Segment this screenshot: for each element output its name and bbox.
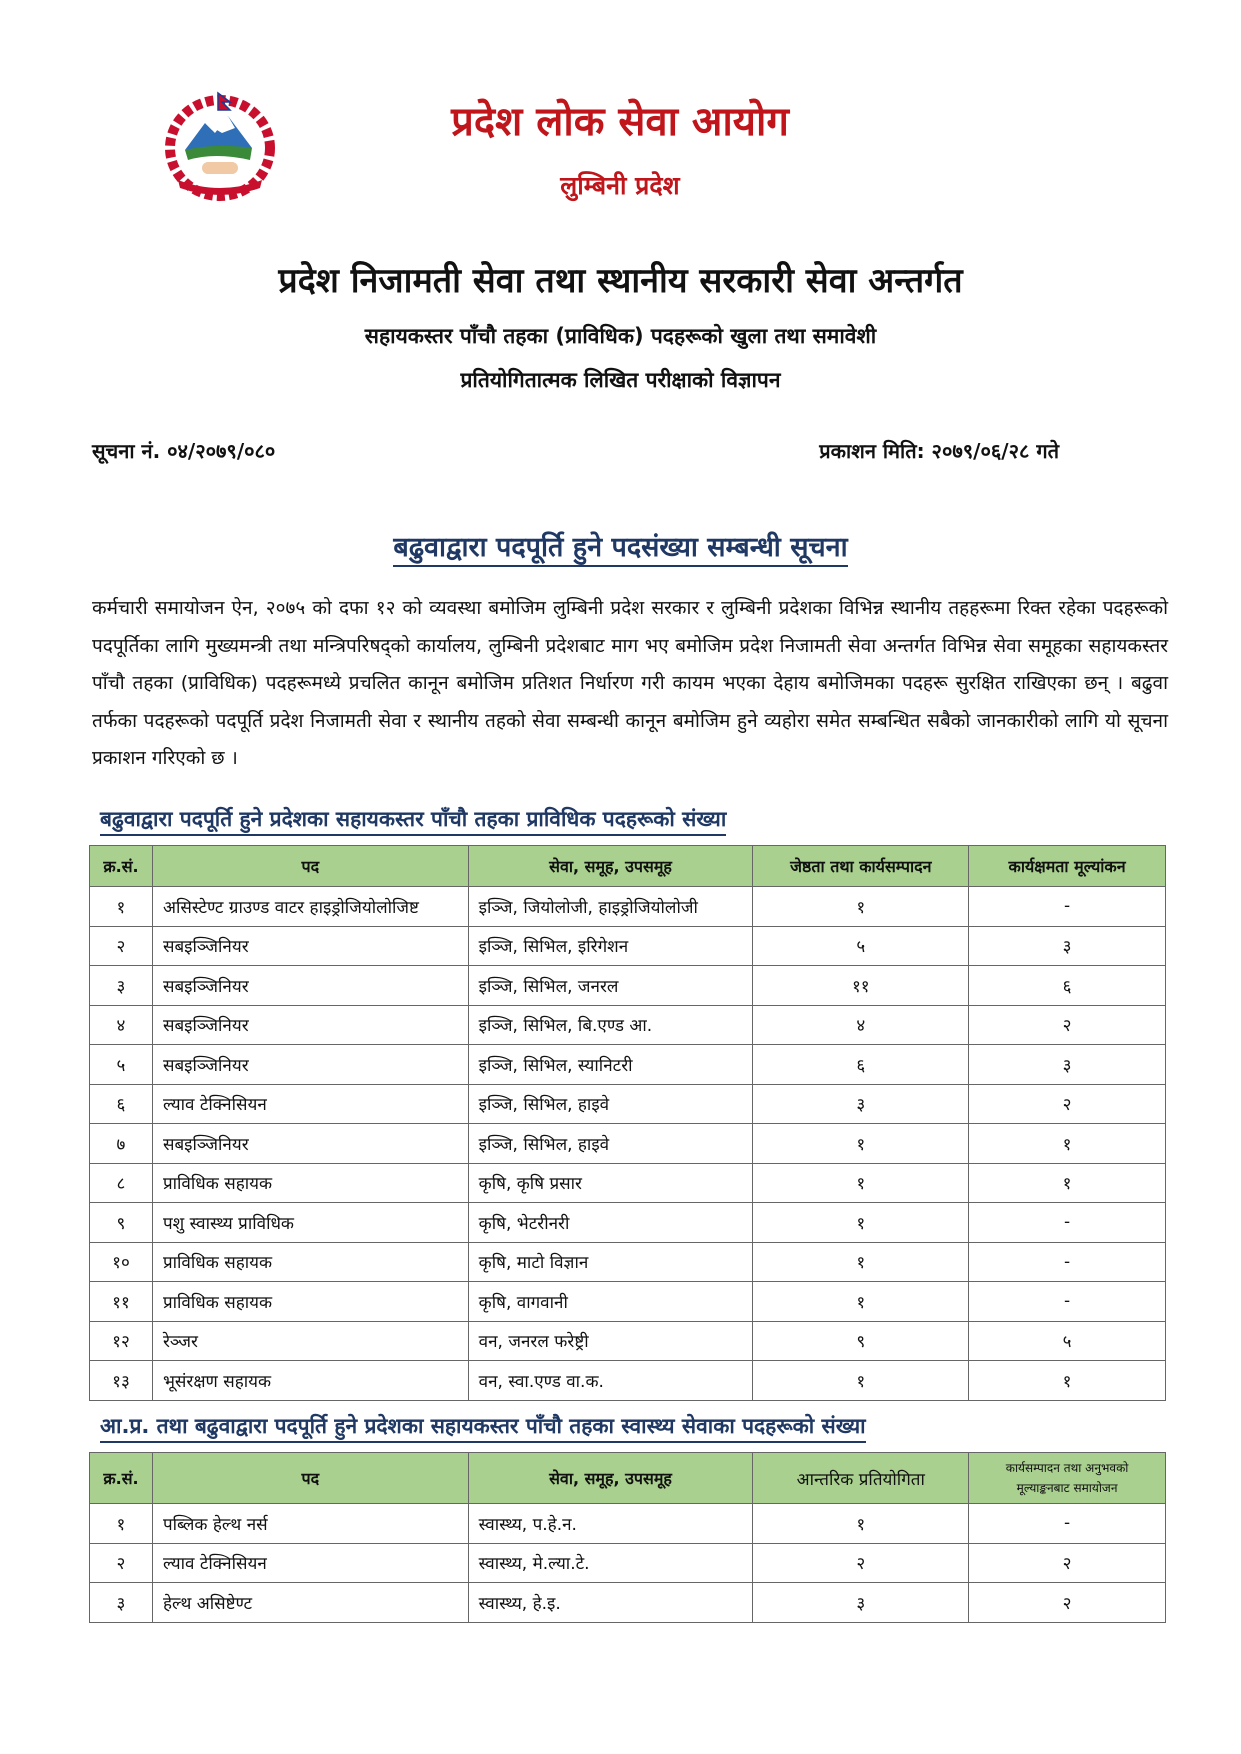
cell-service: वन, जनरल फरेष्ट्री	[468, 1321, 753, 1361]
cell-post: असिस्टेण्ट ग्राउण्ड वाटर हाइड्रोजियोलोजिष्ट	[152, 887, 468, 927]
cell-count-b: १	[969, 1163, 1166, 1203]
table-row	[90, 1045, 1166, 1085]
col-header-post: पद	[152, 1453, 468, 1504]
cell-service: इञ्जि, सिभिल, इरिगेशन	[468, 926, 753, 966]
table-1-caption: बढुवाद्वारा पदपूर्ति हुने प्रदेशका सहायकस्तर पाँचौ तहका प्राविधिक पदहरूको संख्या	[100, 805, 726, 836]
cell-service: कृषि, वागवानी	[468, 1282, 753, 1322]
cell-count-b: -	[969, 1504, 1166, 1544]
cell-count-b: २	[969, 1084, 1166, 1124]
cell-post: ल्याव टेक्निसियन	[152, 1084, 468, 1124]
cell-count-b: २	[969, 1583, 1166, 1623]
cell-post: पब्लिक हेल्थ नर्स	[152, 1504, 468, 1544]
cell-sn: ७	[90, 1124, 153, 1164]
col-header-post: पद	[152, 846, 468, 887]
cell-sn: ६	[90, 1084, 153, 1124]
col-header-sn: क्र.सं.	[90, 846, 153, 887]
cell-count-a: ३	[753, 1084, 969, 1124]
table-row	[90, 1282, 1166, 1322]
cell-service: वन, स्वा.एण्ड वा.क.	[468, 1361, 753, 1401]
table-row	[90, 926, 1166, 966]
cell-service: इञ्जि, सिभिल, हाइवे	[468, 1084, 753, 1124]
table-row	[90, 1583, 1166, 1623]
col-header-seniority: जेष्ठता तथा कार्यसम्पादन	[753, 846, 969, 887]
cell-service: इञ्जि, सिभिल, बि.एण्ड आ.	[468, 1005, 753, 1045]
cell-count-a: १	[753, 1361, 969, 1401]
cell-count-b: १	[969, 1361, 1166, 1401]
table-row	[90, 1084, 1166, 1124]
cell-service: स्वास्थ्य, हे.इ.	[468, 1583, 753, 1623]
cell-sn: ४	[90, 1005, 153, 1045]
col-header-efficiency: कार्यक्षमता मूल्यांकन	[969, 846, 1166, 887]
cell-sn: १३	[90, 1361, 153, 1401]
col-header-adjustment	[969, 1453, 1166, 1504]
cell-post: सबइञ्जिनियर	[152, 1005, 468, 1045]
col-header-adjustment-line1: कार्यसम्पादन तथा अनुभवको	[1005, 1461, 1129, 1475]
cell-post: भूसंरक्षण सहायक	[152, 1361, 468, 1401]
cell-service: कृषि, माटो विज्ञान	[468, 1242, 753, 1282]
cell-sn: ८	[90, 1163, 153, 1203]
cell-count-b: -	[969, 1203, 1166, 1243]
cell-count-b: ३	[969, 1045, 1166, 1085]
cell-post: सबइञ्जिनियर	[152, 926, 468, 966]
cell-service: कृषि, कृषि प्रसार	[468, 1163, 753, 1203]
cell-service: इञ्जि, सिभिल, हाइवे	[468, 1124, 753, 1164]
cell-count-b: ५	[969, 1321, 1166, 1361]
cell-service: इञ्जि, सिभिल, स्यानिटरी	[468, 1045, 753, 1085]
col-header-sn: क्र.सं.	[90, 1453, 153, 1504]
table-row	[90, 1124, 1166, 1164]
cell-post: पशु स्वास्थ्य प्राविधिक	[152, 1203, 468, 1243]
cell-count-a: ५	[753, 926, 969, 966]
cell-count-a: १	[753, 1163, 969, 1203]
cell-count-b: २	[969, 1005, 1166, 1045]
cell-count-a: १	[753, 1242, 969, 1282]
cell-count-a: ९	[753, 1321, 969, 1361]
section-title-text: बढुवाद्वारा पदपूर्ति हुने पदसंख्या सम्बन्धी सूचना	[393, 532, 847, 567]
col-header-service: सेवा, समूह, उपसमूह	[468, 1453, 753, 1504]
cell-post: सबइञ्जिनियर	[152, 966, 468, 1006]
table-row	[90, 1361, 1166, 1401]
cell-count-a: १	[753, 887, 969, 927]
cell-count-a: ६	[753, 1045, 969, 1085]
cell-service: स्वास्थ्य, मे.ल्या.टे.	[468, 1543, 753, 1583]
cell-sn: ११	[90, 1282, 153, 1322]
promotion-posts-table	[89, 845, 1166, 1401]
cell-sn: २	[90, 1543, 153, 1583]
notice-number: सूचना नं. ०४/२०७९/०८०	[92, 439, 276, 463]
org-subtitle: लुम्बिनी प्रदेश	[560, 171, 680, 200]
cell-service: इञ्जि, जियोलोजी, हाइड्रोजियोलोजी	[468, 887, 753, 927]
cell-post: प्राविधिक सहायक	[152, 1242, 468, 1282]
cell-sn: ३	[90, 966, 153, 1006]
cell-post: प्राविधिक सहायक	[152, 1163, 468, 1203]
cell-sn: ३	[90, 1583, 153, 1623]
cell-post: रेञ्जर	[152, 1321, 468, 1361]
cell-count-a: ३	[753, 1583, 969, 1623]
table-row	[90, 1163, 1166, 1203]
cell-count-b: -	[969, 1282, 1166, 1322]
table-row	[90, 1543, 1166, 1583]
table-row	[90, 1504, 1166, 1544]
cell-sn: ९	[90, 1203, 153, 1243]
cell-sn: ५	[90, 1045, 153, 1085]
col-header-internal-competition: आन्तरिक प्रतियोगिता	[753, 1453, 969, 1504]
cell-service: इञ्जि, सिभिल, जनरल	[468, 966, 753, 1006]
table-2-caption: आ.प्र. तथा बढुवाद्वारा पदपूर्ति हुने प्रदेशका सहायकस्तर पाँचौ तहका स्वास्थ्य सेवाका पदहरूको संख्या	[100, 1412, 866, 1443]
cell-post: प्राविधिक सहायक	[152, 1282, 468, 1322]
cell-sn: २	[90, 926, 153, 966]
cell-service: स्वास्थ्य, प.हे.न.	[468, 1504, 753, 1544]
cell-post: हेल्थ असिष्टेण्ट	[152, 1583, 468, 1623]
section-title	[80, 527, 1161, 564]
cell-count-b: ३	[969, 926, 1166, 966]
cell-post: सबइञ्जिनियर	[152, 1045, 468, 1085]
table-row	[90, 1242, 1166, 1282]
cell-service: कृषि, भेटरीनरी	[468, 1203, 753, 1243]
col-header-service: सेवा, समूह, उपसमूह	[468, 846, 753, 887]
nepal-emblem-icon	[160, 88, 280, 203]
table-row	[90, 1005, 1166, 1045]
cell-count-b: १	[969, 1124, 1166, 1164]
cell-sn: १	[90, 887, 153, 927]
cell-count-b: -	[969, 1242, 1166, 1282]
cell-count-a: १	[753, 1282, 969, 1322]
cell-sn: १२	[90, 1321, 153, 1361]
table-row	[90, 1321, 1166, 1361]
table-row	[90, 887, 1166, 927]
cell-sn: १	[90, 1504, 153, 1544]
table-row	[90, 966, 1166, 1006]
cell-count-a: २	[753, 1543, 969, 1583]
cell-count-a: १	[753, 1203, 969, 1243]
cell-count-a: ११	[753, 966, 969, 1006]
cell-post: ल्याव टेक्निसियन	[152, 1543, 468, 1583]
cell-count-b: ६	[969, 966, 1166, 1006]
table-header-row	[90, 1453, 1166, 1504]
cell-post: सबइञ्जिनियर	[152, 1124, 468, 1164]
cell-sn: १०	[90, 1242, 153, 1282]
body-paragraph: कर्मचारी समायोजन ऐन, २०७५ को दफा १२ को व्यवस्था बमोजिम लुम्बिनी प्रदेश सरकार र लुम्बिनी प्रदेशका विभिन्न स्थानीय तहहरूमा रिक्त रहेका पदहरूको पदपूर्तिका लागि मुख्यमन्त्री तथा मन्त्रिपरिषद्को कार्यालय, लुम्बिनी प्रदेशबाट माग भए बमोजिम प्रदेश निजामती सेवा अन्तर्गत विभिन्न सेवा समूहका सहायकस्तर पाँचौ तहका (प्राविधिक) पदहरूमध्ये प्रचलित कानून बमोजिम प्रतिशत निर्धारण गरी कायम भएका देहाय बमोजिमका पदहरू सुरक्षित राखिएका छन् । बढुवा तर्फका पदहरूको पदपूर्ति प्रदेश निजामती सेवा र स्थानीय तहको सेवा सम्बन्धी कानून बमोजिम हुने व्यहोरा समेत सम्बन्धित सबैको जानकारीको लागि यो सूचना प्रकाशन गरिएको छ ।	[92, 597, 1168, 769]
sub-heading-2: प्रतियोगितात्मक लिखित परीक्षाको विज्ञापन	[460, 368, 781, 392]
table-header-row	[90, 846, 1166, 887]
main-heading: प्रदेश निजामती सेवा तथा स्थानीय सरकारी सेवा अन्तर्गत	[278, 261, 963, 301]
col-header-adjustment-line2: मूल्याङ्कनबाट समायोजन	[1016, 1481, 1118, 1495]
table-row	[90, 1203, 1166, 1243]
cell-count-a: ४	[753, 1005, 969, 1045]
org-title: प्रदेश लोक सेवा आयोग	[451, 99, 789, 145]
cell-count-b: -	[969, 887, 1166, 927]
sub-heading-1: सहायकस्तर पाँचौ तहका (प्राविधिक) पदहरूको खुला तथा समावेशी	[364, 324, 877, 348]
cell-count-a: १	[753, 1124, 969, 1164]
cell-count-a: १	[753, 1504, 969, 1544]
publication-date: प्रकाशन मिति: २०७९/०६/२८ गते	[819, 439, 1059, 463]
health-posts-table	[89, 1452, 1166, 1623]
cell-count-b: २	[969, 1543, 1166, 1583]
